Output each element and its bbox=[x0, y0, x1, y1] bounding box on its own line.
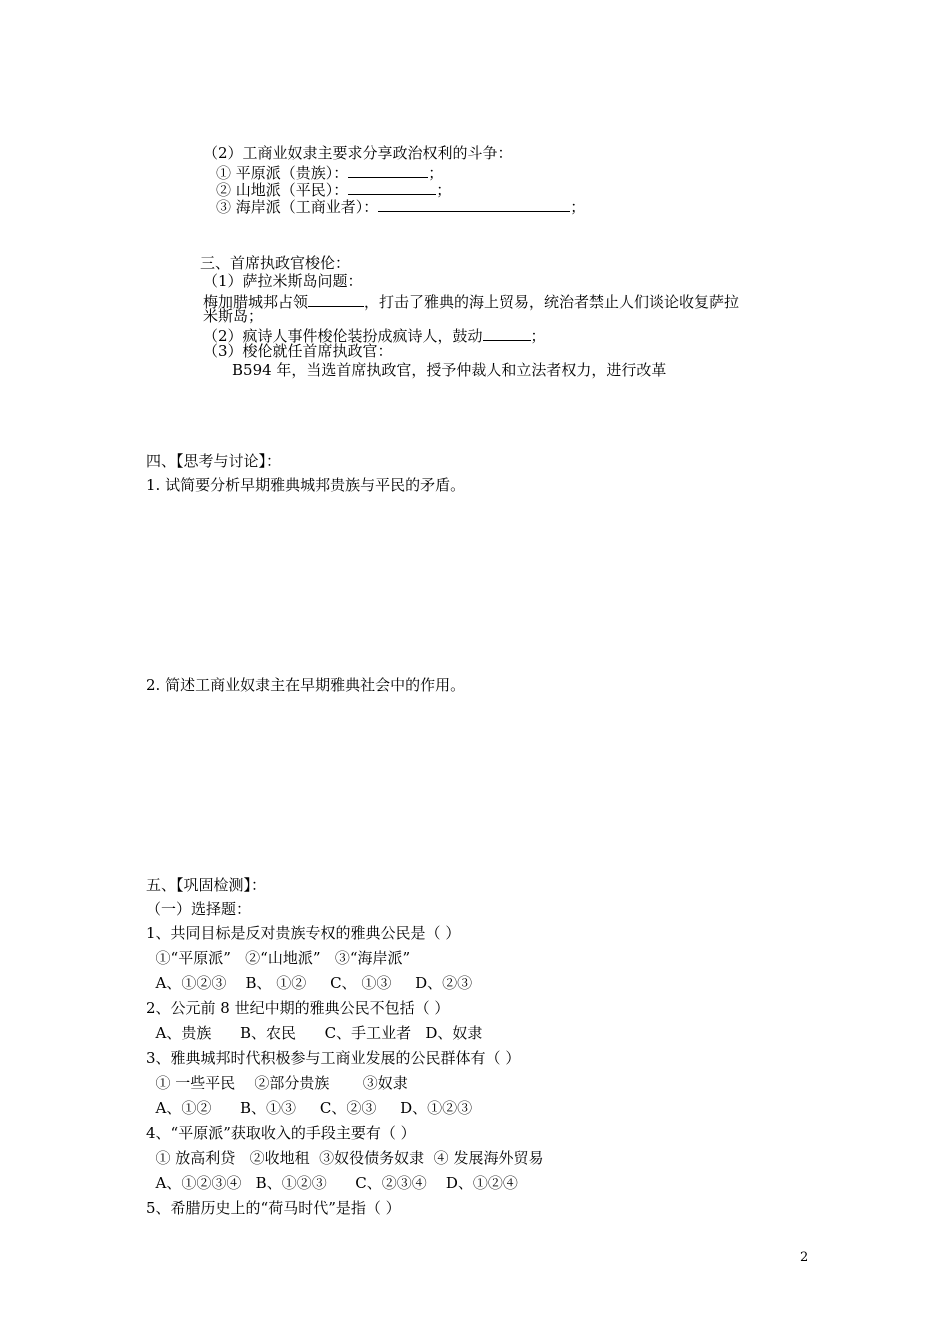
item-coast-party bbox=[216, 197, 585, 215]
answer-blank[interactable] bbox=[378, 197, 570, 212]
quiz-line: 4、“平原派”获取收入的手段主要有（ ） bbox=[146, 1124, 416, 1142]
discussion-question-1: 1. 试简要分析早期雅典城邦贵族与平民的矛盾。 bbox=[146, 476, 466, 494]
quiz-line: ① 放高利贷 ②收地租 ③奴役债务奴隶 ④ 发展海外贸易 bbox=[146, 1149, 544, 1167]
section3-heading: 三、首席执政官梭伦： bbox=[200, 254, 351, 272]
text-segment: （2）疯诗人事件梭伦装扮成疯诗人，鼓动 bbox=[203, 327, 483, 345]
item-end: ； bbox=[428, 164, 444, 182]
quiz-line: 1、共同目标是反对贵族专权的雅典公民是（ ） bbox=[146, 924, 461, 942]
quiz-line: 5、希腊历史上的“荷马时代”是指（ ） bbox=[146, 1199, 401, 1217]
quiz-line: A、贵族 B、农民 C、手工业者 D、奴隶 bbox=[146, 1024, 483, 1042]
section4-heading: 四、【思考与讨论】： bbox=[146, 452, 282, 470]
section5-subheading: （一）选择题： bbox=[146, 900, 252, 918]
quiz-line: A、①②③④ B、①②③ C、②③④ D、①②④ bbox=[146, 1174, 518, 1192]
section5-heading: 五、【巩固检测】： bbox=[146, 876, 267, 894]
item-plain-party bbox=[216, 163, 443, 181]
section3-line1-cont: 米斯岛； bbox=[203, 307, 264, 325]
quiz-line: A、①② B、①③ C、②③ D、①②③ bbox=[146, 1099, 473, 1117]
answer-blank[interactable] bbox=[348, 163, 428, 178]
quiz-line: 2、公元前 8 世纪中期的雅典公民不包括（ ） bbox=[146, 999, 450, 1017]
item-label: ② 山地派（平民）： bbox=[216, 181, 349, 199]
text-segment: ，打击了雅典的海上贸易，统治者禁止人们谈论收复萨拉 bbox=[364, 293, 740, 311]
text-segment: ； bbox=[530, 327, 546, 345]
quiz-line: ① 一些平民 ②部分贵族 ③奴隶 bbox=[146, 1074, 408, 1092]
answer-blank[interactable] bbox=[483, 326, 531, 341]
answer-blank[interactable] bbox=[308, 292, 364, 307]
answer-blank[interactable] bbox=[348, 180, 436, 195]
quiz-line: 3、雅典城邦时代积极参与工商业发展的公民群体有（ ） bbox=[146, 1049, 521, 1067]
section3-line1 bbox=[203, 292, 739, 310]
section3-sub3: （3）梭伦就任首席执政官： bbox=[203, 342, 393, 360]
quiz-line: A、①②③ B、 ①② C、 ①③ D、②③ bbox=[146, 974, 473, 992]
item-label: ③ 海岸派（工商业者）： bbox=[216, 198, 379, 216]
section2-heading: （2）工商业奴隶主要求分享政治权利的斗争： bbox=[203, 144, 513, 162]
section3-sub3-text: B594 年，当选首席执政官，授予仲裁人和立法者权力，进行改革 bbox=[232, 361, 667, 379]
item-label: ① 平原派（贵族）： bbox=[216, 164, 349, 182]
text-segment: 梅加腊城邦占领 bbox=[203, 293, 309, 311]
section3-sub1: （1）萨拉米斯岛问题： bbox=[203, 272, 363, 290]
quiz-line: ①“平原派” ②“山地派” ③“海岸派” bbox=[146, 949, 411, 967]
page-number: 2 bbox=[800, 1250, 809, 1265]
item-end: ； bbox=[436, 181, 452, 199]
item-end: ； bbox=[570, 198, 586, 216]
discussion-question-2: 2. 简述工商业奴隶主在早期雅典社会中的作用。 bbox=[146, 676, 466, 694]
item-mountain-party bbox=[216, 180, 451, 198]
